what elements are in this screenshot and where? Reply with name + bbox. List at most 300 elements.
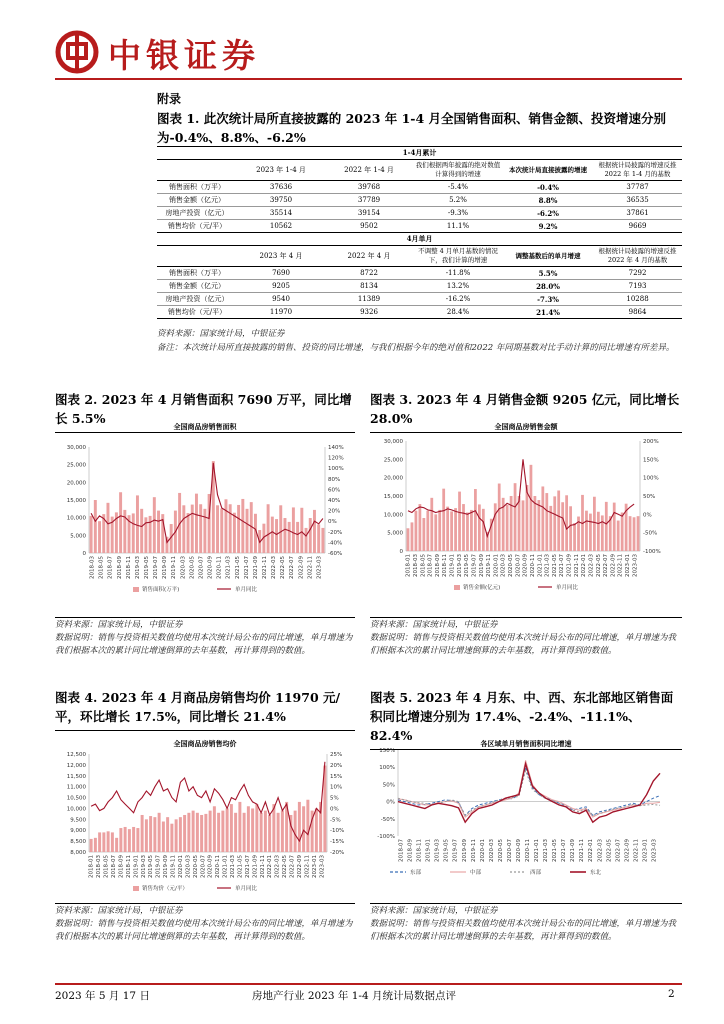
table-header-cell: 本次统计局直接披露的增速 [509,165,587,174]
y-tick-label: 5,000 [387,530,403,537]
bar [296,522,299,553]
x-tick-label: 2019-03 [134,556,141,579]
x-tick-label: 2022-01 [267,855,274,878]
bar [94,500,97,553]
table-header-cell: 2023 年 1-4 月 [256,166,306,174]
table-cell: 10562 [269,222,293,230]
section1-label: 1-4月累计 [402,148,437,157]
bar [277,813,280,852]
y-tick-label: 10,000 [383,512,403,519]
y-tick-label: 150% [379,748,395,754]
x-tick-label: 2019-09 [162,556,169,579]
header-divider [55,78,682,80]
table-cell: 7690 [272,269,290,277]
x-tick-label: 2022-07 [603,554,610,577]
x-tick-label: 2018-03 [412,554,419,577]
bar [514,483,517,551]
legend-label: 销售均价（元/平） [142,886,188,892]
table-header-cell: 2022 年 4 月 [347,252,391,260]
bar [279,505,282,553]
y2-tick-label: 20% [330,762,343,769]
table-cell: -5.4% [447,183,469,191]
bar [233,513,236,553]
x-tick-label: 2021-05 [551,554,558,577]
table-row [157,280,682,293]
y2-tick-label: 40% [328,498,341,504]
y2-tick-label: 100% [328,466,344,473]
y-tick-label: 8,500 [70,839,86,846]
x-tick-label: 2021-11 [259,855,266,878]
y-tick-label: 11,500 [66,773,86,780]
y-tick-label: 30,000 [383,439,403,445]
bar [617,521,620,551]
x-tick-label: 2022-11 [617,554,624,577]
x-tick-label: 2023-03 [651,839,658,862]
bar [498,484,501,551]
bar [182,505,185,553]
legend-bar-swatch [454,585,460,590]
bar [115,838,118,852]
table-cell: 11.1% [446,222,470,230]
bar [597,512,600,551]
bar [260,813,263,852]
y2-tick-label: -40% [328,540,343,547]
bar [438,510,441,551]
x-tick-label: 2018-07 [398,839,405,862]
bar [605,502,608,551]
x-tick-label: 2018-11 [416,839,423,862]
bar [187,813,190,852]
table-cell: -6.2% [537,208,559,218]
bar [565,495,568,551]
y2-tick-label: 80% [328,476,341,483]
x-tick-label: 2019-01 [449,554,456,577]
bar [585,511,588,551]
bar [557,491,560,552]
bar [407,528,410,551]
table-cell: 21.4% [536,307,560,317]
table-cell: 37787 [626,183,649,191]
y2-tick-label: -15% [330,839,345,846]
x-tick-label: 2021-03 [225,556,232,579]
x-tick-label: 2019-11 [170,855,177,878]
table-header-cell [157,160,237,181]
y2-tick-label: -20% [330,850,345,856]
table-header-cell: 不调整 4 月单月基数的情况下，我们计算的增速 [418,247,498,264]
y-tick-label: 0% [386,799,395,806]
table-cell: 销售面积（万平） [169,269,225,277]
x-tick-label: 2019-01 [133,855,140,878]
table-cell: 39768 [357,183,381,191]
y2-tick-label: 150% [643,457,659,464]
fig2-source: 资料来源：国家统计局，中银证券 [55,620,183,630]
y-tick-label: 25,000 [66,462,86,469]
table-cell: 39154 [357,209,381,217]
x-tick-label: 2018-09 [407,839,414,862]
x-tick-label: 2021-11 [262,556,268,579]
y2-tick-label: 140% [328,445,344,451]
x-tick-label: 2018-07 [427,554,434,577]
series-line [398,760,660,817]
bank-logo [55,30,99,74]
bar [246,509,249,553]
bar [132,827,135,852]
x-tick-label: 2018-11 [125,556,132,579]
bar [243,813,246,852]
bar [183,815,186,852]
x-tick-label: 2019-07 [153,556,160,579]
x-tick-label: 2021-07 [244,855,251,878]
table-row [157,181,682,194]
fig3-note: 数据说明：销售与投资相关数值均使用本次统计局公布的同比增速，单月增速为我们根据本次的累计同比增速倒算的去年基数，再计算得到的数值。 [370,633,677,656]
x-tick-label: 2018-09 [434,554,441,577]
table-cell: 7292 [628,269,647,277]
x-tick-label: 2019-07 [155,855,162,878]
x-tick-label: 2019-05 [443,839,450,862]
fig2-title: 图表 2. 2023 年 4 月销售面积 7690 万平，同比增长 5.5% [55,390,355,433]
bar [458,492,461,551]
bar [187,513,190,553]
x-tick-label: 2020-09 [207,855,214,878]
x-tick-label: 2019-01 [425,839,432,862]
y2-tick-label: -5% [330,817,341,824]
x-tick-label: 2020-07 [506,839,513,862]
x-tick-label: 2018-11 [125,855,132,878]
x-tick-label: 2023-03 [316,556,323,579]
bar [237,505,240,553]
fig1-table-wrap [157,146,682,319]
table-cell: 39750 [269,196,293,204]
bar [149,816,152,852]
bar [153,497,156,553]
x-tick-label: 2018-07 [107,556,114,579]
fig4-title: 图表 4. 2023 年 4 月商品房销售均价 11970 元/平，环比增长 17.5%，同比增长 21.4% [55,688,355,731]
y-tick-label: 15,000 [383,494,403,500]
x-tick-label: 2021-01 [534,839,541,862]
bar [141,815,144,852]
bar [288,522,291,553]
bar [106,503,109,553]
bar [196,813,199,852]
bar [229,504,232,553]
bar [537,500,540,551]
x-tick-label: 2020-01 [479,839,486,862]
bar [613,503,616,551]
x-tick-label: 2021-05 [237,855,244,878]
table-cell: 5.2% [449,196,467,204]
chart-title: 全国商品房销售金额 [494,423,558,431]
bar [292,507,295,553]
bar [192,811,195,852]
x-tick-label: 2019-11 [470,839,477,862]
bar [267,504,270,553]
table-header-cell: 2022 年 1-4 月 [344,166,394,174]
table-cell: 9205 [272,282,290,290]
table-cell: 9864 [628,308,647,316]
x-tick-label: 2019-05 [148,855,155,878]
x-tick-label: 2021-07 [559,554,566,577]
x-tick-label: 2019-11 [486,554,493,577]
x-tick-label: 2018-09 [116,556,123,579]
y-tick-label: 50% [382,782,395,789]
x-tick-label: 2018-11 [442,554,449,577]
x-tick-label: 2020-11 [216,556,223,579]
y-tick-label: 30,000 [66,445,86,451]
bar [629,516,632,551]
bar [601,515,604,551]
bar [145,819,148,852]
y-tick-label: 100% [379,765,395,772]
y2-tick-label: 120% [328,455,344,462]
table-cell: 销售均价（元/平） [167,308,227,316]
bar [317,524,320,553]
bar [272,804,275,852]
bar [454,508,457,551]
y2-tick-label: 5% [330,795,339,802]
bar [302,806,305,852]
y-tick-label: 10,000 [66,806,86,813]
table-row [157,207,682,220]
table-cell: 销售均价（元/平） [167,222,227,230]
y-tick-label: 12,500 [66,752,86,758]
bar [195,494,198,553]
x-tick-label: 2022-07 [289,556,296,579]
table-cell: -16.2% [445,295,471,303]
table-cell: 9540 [272,295,290,303]
x-tick-label: 2022-01 [581,554,588,577]
bar [553,496,556,551]
bar [221,811,224,852]
bar [220,508,223,553]
y2-tick-label: 100% [643,475,659,482]
bar [518,496,521,551]
x-tick-label: 2020-07 [200,855,207,878]
x-tick-label: 2022-03 [274,855,281,878]
chart-title: 各区域单月销售面积同比增速 [480,740,572,748]
x-tick-label: 2019-05 [144,556,150,579]
table-cell: -7.3% [537,294,559,304]
y-tick-label: 5,000 [70,533,86,540]
y2-tick-label: 200% [643,439,659,445]
chart-title: 全国商品房销售均价 [173,740,237,748]
table-cell: 销售金额（亿元） [169,196,225,204]
x-tick-label: 2022-07 [615,839,622,862]
table-header-cell: 根据统计局披露的增速反推 2022 年 4 月的基数 [598,247,677,264]
table-cell: 销售金额（亿元） [169,282,225,290]
bar [561,502,564,551]
bar [136,495,139,553]
bar [162,822,165,852]
table-cell: 9669 [628,222,647,230]
table-cell: 10288 [626,295,649,303]
bar [119,492,122,553]
x-tick-label: 2023-03 [319,855,326,878]
x-tick-label: 2020-03 [185,855,192,878]
table-cell: 8.8% [538,195,558,205]
chart-sales-area [55,415,355,615]
x-tick-label: 2019-09 [163,855,170,878]
x-tick-label: 2021-11 [573,554,580,577]
legend-label: 单月同比 [235,886,258,892]
x-tick-label: 2022-11 [304,855,311,878]
bar [226,808,229,852]
legend-bar-swatch [133,587,139,592]
bar [569,506,572,551]
fig3-source: 资料来源：国家统计局，中银证券 [370,620,498,630]
x-tick-label: 2023-01 [642,839,649,862]
x-tick-label: 2021-07 [243,556,250,579]
x-tick-label: 2022-01 [588,839,595,862]
bar [422,518,425,551]
fig5-divider [370,903,682,904]
bar [200,815,203,852]
x-tick-label: 2021-01 [222,855,229,878]
fig5-source: 资料来源：国家统计局，中银证券 [370,906,498,916]
fig2-note: 数据说明：销售与投资相关数值均使用本次统计局公布的同比增速，单月增速为我们根据本次的累计同比增速倒算的去年基数，再计算得到的数值。 [55,633,353,656]
y-tick-label: 9,500 [70,817,86,824]
y-tick-label: 10,500 [66,795,86,802]
x-tick-label: 2021-05 [552,839,559,862]
y-tick-label: 9,000 [70,828,86,835]
x-tick-label: 2020-03 [488,839,495,862]
x-tick-label: 2021-03 [544,554,551,577]
x-tick-label: 2020-01 [177,855,184,878]
bar [90,839,93,852]
x-tick-label: 2020-01 [493,554,500,577]
table-header-cell: 2023 年 4 月 [259,252,303,260]
bar [203,509,206,553]
bar [98,521,101,553]
table-header-cell: 调整基数后的单月增速 [515,251,581,260]
bar [637,516,640,551]
bar [107,831,110,852]
bar [98,832,101,852]
table-cell: 37789 [357,196,381,204]
table-cell: 8134 [360,282,378,290]
bar [418,504,421,551]
bar [545,493,548,551]
y-tick-label: 12,000 [66,762,86,769]
bar [179,817,182,852]
fig3-divider [370,617,682,618]
y-tick-label: 20,000 [66,480,86,487]
bar [119,828,122,852]
table-cell: 11970 [269,308,293,316]
legend-bar-swatch [133,886,139,891]
table-row [157,220,682,233]
fig4-note: 数据说明：销售与投资相关数值均使用本次统计局公布的同比增速，单月增速为我们根据本次的累计同比增速倒算的去年基数，再计算得到的数值。 [55,919,353,942]
x-tick-label: 2021-09 [570,839,577,862]
table-row [157,194,682,207]
bar [305,528,308,553]
bar [300,508,303,553]
table-header-row [157,160,682,181]
bar [204,814,207,852]
legend-label: 单月同比 [556,585,579,591]
table-cell: 房地产投资（亿元） [165,295,229,303]
y-tick-label: 8,000 [70,850,86,856]
x-tick-label: 2018-05 [420,554,427,577]
table-cell: 28.0% [536,281,560,291]
bar [281,811,284,852]
bar [213,806,216,852]
fig5-title: 图表 5. 2023 年 4 月东、中、西、东北部地区销售面积同比增速分别为 17.4%、-2.4%、-11.1%、82.4% [370,688,682,750]
x-tick-label: 2018-01 [88,855,95,878]
x-tick-label: 2022-09 [296,855,303,878]
bar [175,819,178,852]
bar [94,838,97,852]
y2-tick-label: -20% [328,529,343,536]
x-tick-label: 2018-09 [118,855,125,878]
bar [415,511,418,551]
table-cell: 11389 [357,295,381,303]
bar [478,504,481,551]
table-cell: -9.3% [447,209,469,217]
x-tick-label: 2022-05 [282,855,289,878]
x-tick-label: 2020-11 [215,855,222,878]
chart-regional-yoy [370,732,682,900]
y-tick-label: 25,000 [383,457,403,464]
fig1-title: 图表 1. 此次统计局所直接披露的 2023 年 1-4 月全国销售面积、销售金额、投资增速分别为-0.4%、8.8%、-6.2% [157,111,667,145]
bar [157,511,160,553]
y-tick-label: 20,000 [383,475,403,482]
brand-name: 中银证券 [108,36,260,75]
fig5-note: 数据说明：销售与投资相关数值均使用本次统计局公布的同比增速，单月增速为我们根据本次的累计同比增速倒算的去年基数，再计算得到的数值。 [370,919,677,942]
x-tick-label: 2021-07 [561,839,568,862]
bar [255,804,258,852]
bar [271,517,274,553]
y-tick-label: 10,000 [66,515,86,522]
bar [128,829,131,852]
bar [234,813,237,852]
x-tick-label: 2023-01 [625,554,632,577]
x-tick-label: 2020-11 [525,839,531,862]
y2-tick-label: 10% [330,784,343,791]
bar [298,802,301,852]
legend-label: 中部 [470,870,482,876]
x-tick-label: 2021-09 [252,855,259,878]
bar [209,811,212,852]
x-tick-label: 2021-01 [537,554,544,577]
legend-label: 销售金额(亿元) [463,585,501,591]
chart-title: 全国商品房销售面积 [173,423,237,431]
y2-tick-label: 50% [643,494,656,500]
table-cell: -11.8% [445,269,471,277]
x-tick-label: 2020-07 [515,554,522,577]
x-tick-label: 2018-07 [111,855,118,878]
bar [230,804,233,852]
y2-tick-label: 20% [328,508,341,515]
fig4-divider [55,903,355,904]
x-tick-label: 2019-09 [478,554,485,577]
appendix-heading: 附录 [157,92,182,106]
bar [522,500,525,551]
legend-label: 东部 [410,870,422,876]
table-cell: 销售面积（万平） [169,183,225,191]
bar [315,808,318,852]
x-tick-label: 2019-09 [461,839,468,862]
bar [224,499,227,553]
bar [462,504,465,551]
bar [166,817,169,852]
y2-tick-label: 15% [330,773,343,780]
fig1-source: 资料来源：国家统计局，中银证券 [157,329,285,339]
series-line [398,764,660,822]
bar [170,824,173,852]
x-tick-label: 2022-05 [280,556,287,579]
x-tick-label: 2022-09 [298,556,305,579]
page-number: 2 [668,988,675,1000]
